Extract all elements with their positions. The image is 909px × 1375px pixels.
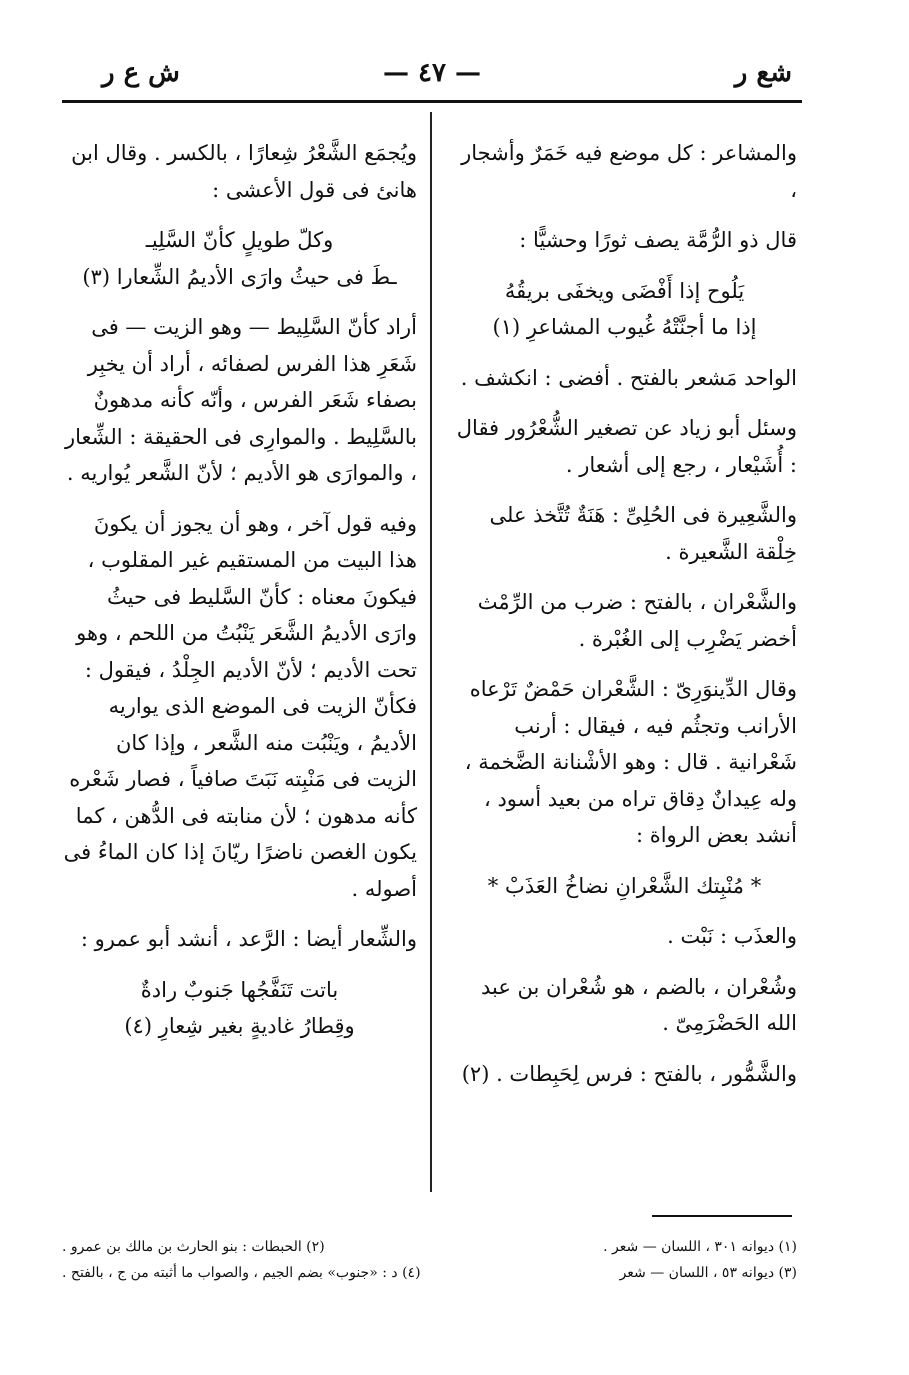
footnote-2: (٢) الحبطات : بنو الحارث بن مالك بن عمرو . xyxy=(62,1239,325,1255)
verse-line: * مُنْبِتك الشَّعْرانِ نضاخُ العَذَبْ * xyxy=(487,873,762,898)
verse xyxy=(452,868,797,905)
paragraph: والشَّعْران ، بالفتح : ضرب من الرِّمْث أخضر يَضْرِب إلى الغُبْرة . xyxy=(477,590,797,651)
verse-hemistich: يَلُوح إذا أَفْضَى ويخفَى بريقُهُ xyxy=(504,278,745,303)
footnote-3: (٣) ديوانه ٥٣ ، اللسان — شعر xyxy=(619,1265,797,1281)
paragraph: ويُجمَع الشَّعْرُ شِعارًا ، بالكسر . وقال ابن هانئ فى قول الأعشى : xyxy=(71,141,417,202)
verse-hemistich: وكلّ طويلٍ كأنّ السَّلِيـ xyxy=(145,228,334,252)
verse xyxy=(62,222,417,295)
footnotes xyxy=(62,1234,797,1286)
verse-hemistich: ـطَ فى حيثُ وارَى الأديمُ الشِّعارا (٣) xyxy=(82,264,397,289)
paragraph: والشَّعِيرة فى الحُلِىِّ : هَنَةٌ تُتَّخذ على خِلْقة الشَّعيرة . xyxy=(489,503,797,564)
page-header xyxy=(62,58,802,98)
paragraph: الواحد مَشعر بالفتح . أفضى : انكشف . xyxy=(460,365,797,390)
page-number: — ٤٧ — xyxy=(382,58,482,88)
paragraph: قال ذو الرُّمَّة يصف ثورًا وحشيًّا : xyxy=(519,228,797,252)
paragraph: أراد كأنّ السَّلِيط — وهو الزيت — فى شَعَرِ هذا الفرس لصفائه ، أراد أن يخبِر بصفاء شَعَر الفرس ، وأنّه كأنه مدهونٌ بالسَّلِيط . والموارِى فى الحقيقة : الشِّعار ، والموارَى هو الأديم ؛ لأنّ الشَّعر يُواريه . xyxy=(65,315,417,485)
left-column xyxy=(62,135,417,1059)
footnote-4: (٤) د : «جنوب» بضم الجيم ، والصواب ما أثبته من ج ، بالفتح . xyxy=(62,1265,421,1281)
right-column xyxy=(452,135,797,1106)
paragraph: والمشاعر : كل موضع فيه خَمَرٌ وأشجار ، xyxy=(461,141,797,202)
footnote-rule xyxy=(652,1215,792,1217)
header-root-right: شع ر xyxy=(734,58,792,88)
paragraph: وسئل أبو زياد عن تصغير الشُّعْرُور فقال : أُشَيْعار ، رجع إلى أشعار . xyxy=(456,416,797,477)
verse-hemistich: باتت تَنَفَّجُها جَنوبٌ رادةٌ xyxy=(140,977,339,1002)
paragraph: والعذَب : نَبْت . xyxy=(667,924,797,948)
verse xyxy=(452,273,797,346)
header-root-left: ش ع ر xyxy=(102,58,180,88)
paragraph: وشُعْران ، بالضم ، هو شُعْران بن عبد الله الحَضْرَمِىّ . xyxy=(480,974,797,1035)
paragraph: والشَّمُّور ، بالفتح : فرس لِحَبِطات . (٢) xyxy=(461,1061,797,1086)
paragraph: وقال الدِّينوَرِىّ : الشَّعْران حَمْضٌ تَرْعاه الأرانب وتجثُم فيه ، فيقال : أرنب شَعْرانية . قال : وهو الأشْنانة الضَّخمة ، وله عِيدانٌ دِقاق تراه من بعيد أسود ، أنشد بعض الرواة : xyxy=(464,677,797,847)
verse-hemistich: وقِطارُ غاديةٍ بغير شِعارِ (٤) xyxy=(124,1014,355,1038)
column-divider xyxy=(430,112,432,1192)
footnote-1: (١) ديوانه ٣٠١ ، اللسان — شعر . xyxy=(603,1239,797,1255)
verse-hemistich: إذا ما أجنَّتْهُ غُيوب المشاعرِ (١) xyxy=(492,315,757,339)
header-rule xyxy=(62,100,802,103)
paragraph: والشِّعار أيضا : الرَّعد ، أنشد أبو عمرو : xyxy=(80,927,417,951)
paragraph: وفيه قول آخر ، وهو أن يجوز أن يكونَ هذا البيت من المستقيم غير المقلوب ، فيكونَ معناه : كأنّ السَّليط فى حيثُ وارَى الأديمُ الشَّعَر يَنْبُتُ من اللحم ، وهو تحت الأديم ؛ لأنّ الأديم الجِلْدُ ، فيقول : فكأنّ الزيت فى الموضع الذى يواريه الأديمُ ، ويَنْبُت منه الشَّعر ، وإذا كان الزيت فى مَنْبِته نَبَتَ صافياً ، فصار شَعْره كأنه مدهون ؛ لأن منابته فى الدُّهن ، كما يكون الغصن ناضرًا ريّانَ إذا كان الماءُ فى أصوله . xyxy=(63,511,417,901)
verse xyxy=(62,972,417,1045)
